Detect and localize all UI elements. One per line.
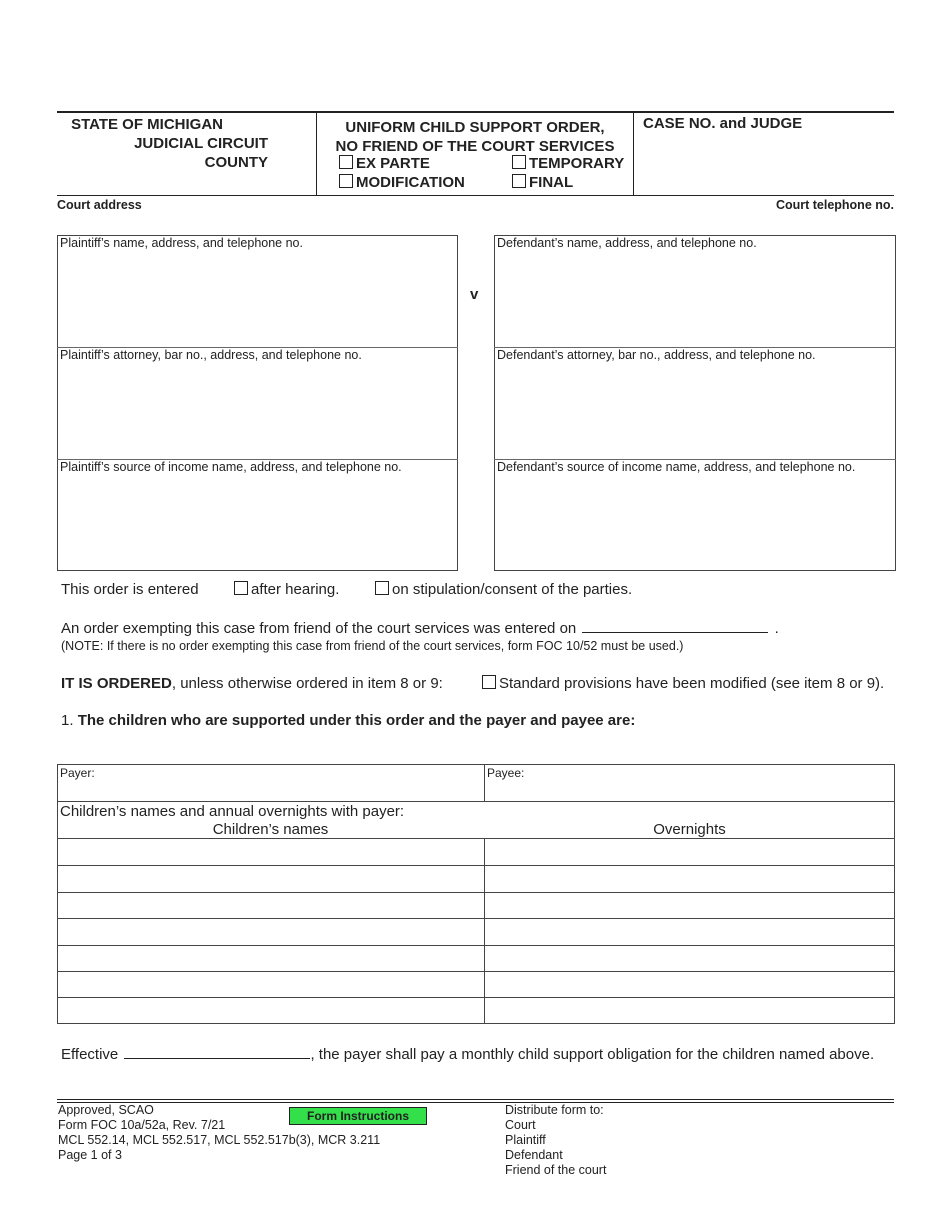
item-1-heading <box>61 712 635 729</box>
option-final[interactable] <box>512 174 573 191</box>
distribute-title: Distribute form to: <box>505 1103 604 1117</box>
distribute-plaintiff: Plaintiff <box>505 1133 546 1147</box>
exempt-text: An order exempting this case from friend of the court services was entered on <box>61 620 577 637</box>
plaintiff-attorney-field[interactable]: Plaintiff’s attorney, bar no., address, and telephone no. <box>60 348 362 362</box>
payer-field[interactable]: Payer: <box>60 766 95 780</box>
col-names-header: Children’s names <box>212 821 329 838</box>
defendant-attorney-field[interactable]: Defendant’s attorney, bar no., address, and telephone no. <box>497 348 816 362</box>
approved-label: Approved, SCAO <box>58 1103 154 1117</box>
distribute-foc: Friend of the court <box>505 1163 607 1177</box>
payee-field[interactable]: Payee: <box>487 766 525 780</box>
header-row-bottom <box>57 838 895 839</box>
child-overnights-cell[interactable] <box>487 922 892 942</box>
ordered-line <box>61 675 443 692</box>
defendant-income-field[interactable]: Defendant’s source of income name, address, and telephone no. <box>497 460 856 474</box>
table-column-divider <box>484 838 485 1023</box>
court-phone-label: Court telephone no. <box>775 198 894 212</box>
plaintiff-income-field[interactable]: Plaintiff’s source of income name, address, and telephone no. <box>60 460 402 474</box>
ordered-bold: IT IS ORDERED <box>61 675 172 692</box>
ordered-rest: , unless otherwise ordered in item 8 or 9: <box>171 675 443 692</box>
option-temporary[interactable] <box>512 155 624 172</box>
effective-prefix: Effective <box>61 1046 119 1063</box>
statutes: MCL 552.14, MCL 552.517, MCL 552.517b(3), MCR 3.211 <box>58 1133 381 1147</box>
standard-provisions-label: Standard provisions have been modified (see item 8 or 9). <box>499 675 885 692</box>
option-stipulation[interactable] <box>375 581 632 598</box>
exempt-line <box>61 619 779 637</box>
table-row-divider <box>57 971 895 972</box>
defendant-name-field[interactable]: Defendant’s name, address, and telephone no. <box>497 236 757 250</box>
effective-line <box>61 1045 874 1063</box>
table-row-divider <box>57 945 895 946</box>
child-name-cell[interactable] <box>60 975 481 995</box>
item-1-number: 1. <box>61 712 74 729</box>
effective-suffix: , the payer shall pay a monthly child support obligation for the children named above. <box>310 1046 875 1063</box>
court-info <box>28 115 268 172</box>
exempt-note: (NOTE: If there is no order exempting this case from friend of the court services, form FOC 10/52 must be used.) <box>61 639 684 653</box>
child-overnights-cell[interactable] <box>487 896 892 916</box>
child-name-cell[interactable] <box>60 1001 481 1021</box>
checkbox-ex-parte[interactable] <box>339 155 353 169</box>
court-address-label: Court address <box>57 198 142 212</box>
checkbox-standard-provisions[interactable] <box>482 675 496 689</box>
checkbox-modification[interactable] <box>339 174 353 188</box>
distribute-defendant: Defendant <box>505 1148 563 1162</box>
col-overnights-header: Overnights <box>653 821 726 838</box>
child-name-cell[interactable] <box>60 869 481 889</box>
title-line-1: UNIFORM CHILD SUPPORT ORDER, <box>345 119 605 136</box>
case-no-label: CASE NO. and JUDGE <box>643 115 803 132</box>
checkbox-after-hearing[interactable] <box>234 581 248 595</box>
child-overnights-cell[interactable] <box>487 843 892 863</box>
after-hearing-label: after hearing. <box>251 581 340 598</box>
state-label: STATE OF MICHIGAN <box>71 116 223 133</box>
header-divider-left <box>316 112 317 195</box>
child-overnights-cell[interactable] <box>487 869 892 889</box>
exempt-date-field[interactable] <box>582 619 768 633</box>
header-top-rule <box>57 111 894 113</box>
page-number: Page 1 of 3 <box>58 1148 122 1162</box>
temporary-label: TEMPORARY <box>529 155 625 172</box>
checkbox-temporary[interactable] <box>512 155 526 169</box>
payer-row-bottom <box>57 801 895 802</box>
plaintiff-box <box>57 235 458 571</box>
ex-parte-label: EX PARTE <box>356 155 430 172</box>
table-row-divider <box>57 865 895 866</box>
option-modification[interactable] <box>339 174 465 191</box>
item-1-text: The children who are supported under this order and the payer and payee are: <box>77 712 636 729</box>
children-intro: Children’s names and annual overnights with payer: <box>60 803 405 820</box>
form-instructions-button[interactable]: Form Instructions <box>289 1107 427 1125</box>
checkbox-stipulation[interactable] <box>375 581 389 595</box>
header-divider-right <box>633 112 634 195</box>
versus-label: v <box>470 286 479 303</box>
child-name-cell[interactable] <box>60 896 481 916</box>
exempt-end: . <box>774 620 779 637</box>
circuit-label: JUDICIAL CIRCUIT <box>134 135 268 152</box>
header-bottom-rule <box>57 195 894 196</box>
distribute-court: Court <box>505 1118 536 1132</box>
child-overnights-cell[interactable] <box>487 949 892 969</box>
option-standard-provisions[interactable] <box>482 675 884 692</box>
effective-date-field[interactable] <box>124 1045 310 1059</box>
child-name-cell[interactable] <box>60 843 481 863</box>
child-name-cell[interactable] <box>60 922 481 942</box>
form-title <box>318 118 632 156</box>
final-label: FINAL <box>529 174 574 191</box>
table-row-divider <box>57 918 895 919</box>
option-ex-parte[interactable] <box>339 155 430 172</box>
child-overnights-cell[interactable] <box>487 1001 892 1021</box>
county-label: COUNTY <box>204 154 268 171</box>
stipulation-label: on stipulation/consent of the parties. <box>392 581 633 598</box>
title-line-2: NO FRIEND OF THE COURT SERVICES <box>335 138 615 155</box>
entered-prefix: This order is entered <box>61 581 199 598</box>
option-after-hearing[interactable] <box>234 581 339 598</box>
child-name-cell[interactable] <box>60 949 481 969</box>
checkbox-final[interactable] <box>512 174 526 188</box>
plaintiff-name-field[interactable]: Plaintiff’s name, address, and telephone no. <box>60 236 303 250</box>
form-number: Form FOC 10a/52a, Rev. 7/21 <box>58 1118 226 1132</box>
modification-label: MODIFICATION <box>356 174 465 191</box>
child-overnights-cell[interactable] <box>487 975 892 995</box>
table-row-divider <box>57 997 895 998</box>
payer-payee-divider <box>484 764 485 801</box>
distribution-list <box>505 1103 606 1178</box>
defendant-box <box>494 235 896 571</box>
footer-rule-1 <box>57 1099 894 1100</box>
table-row-divider <box>57 892 895 893</box>
